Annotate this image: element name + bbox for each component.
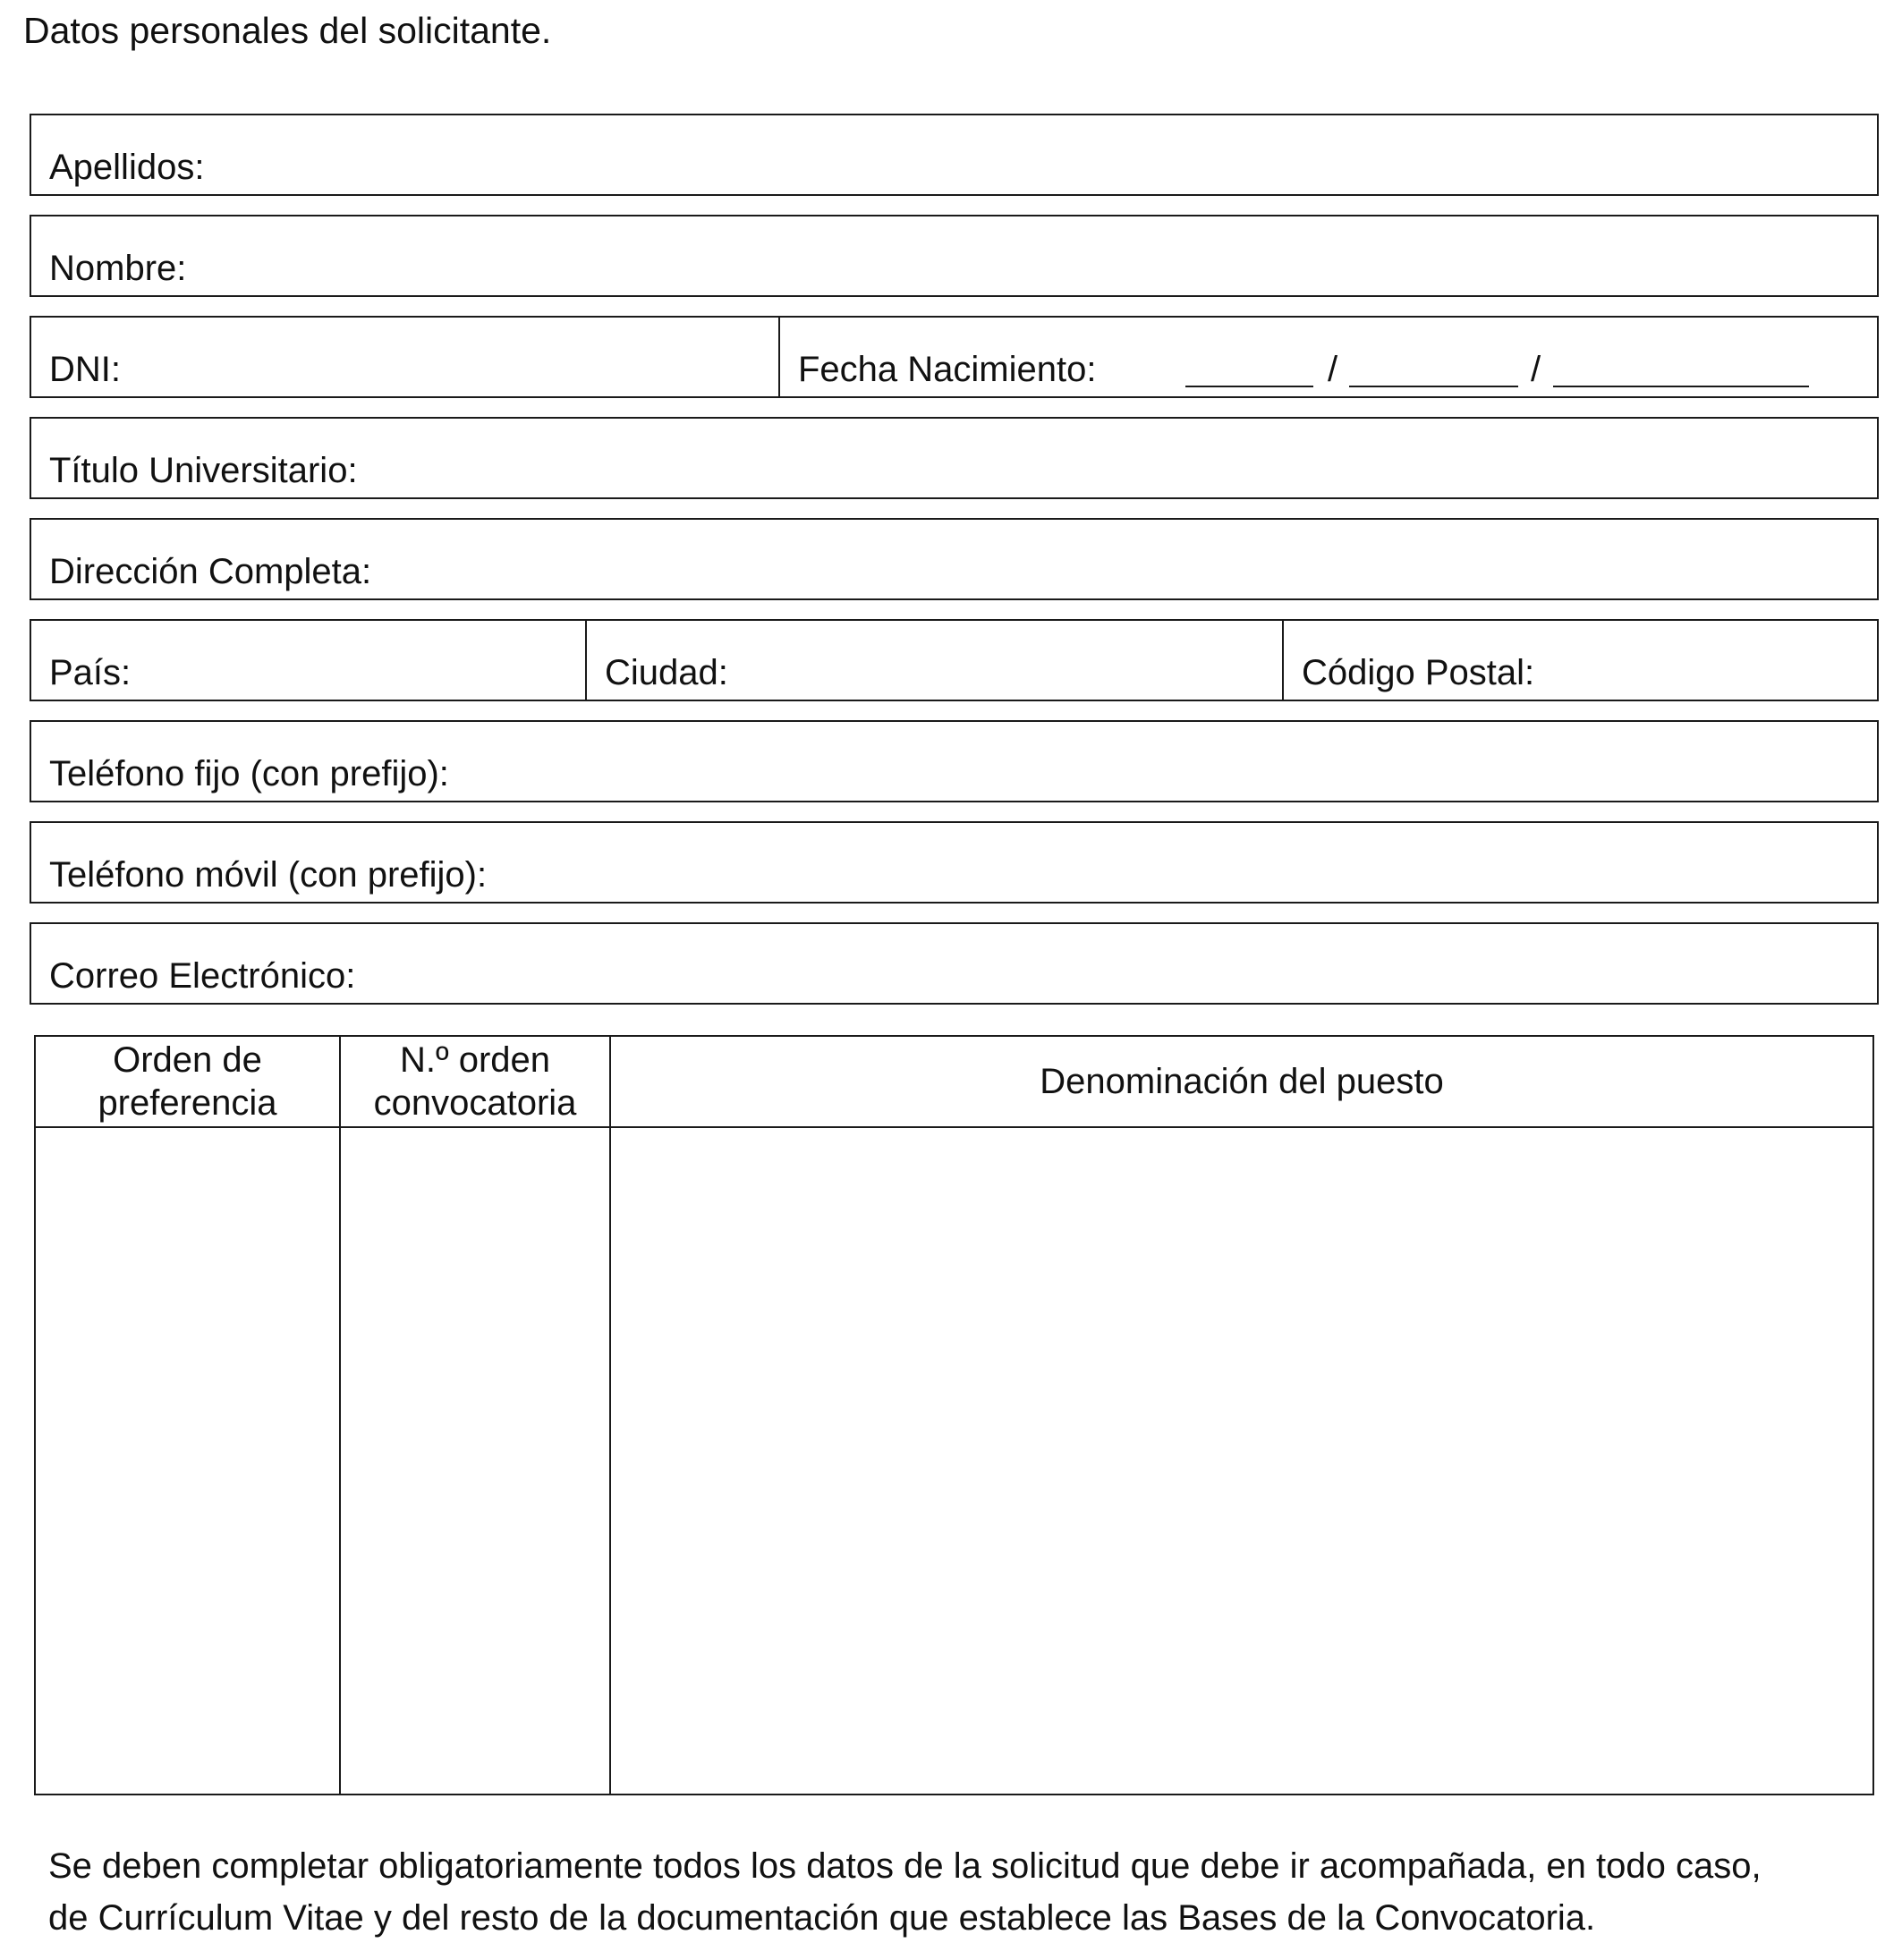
fecha-separator-2: / — [1531, 350, 1541, 389]
preferences-table — [34, 1035, 1874, 1795]
footer-note — [48, 1840, 1891, 1944]
header-numero-line1: N.º orden — [399, 1040, 551, 1080]
titulo-label: Título Universitario: — [49, 451, 358, 490]
titulo-row — [30, 417, 1879, 499]
telefono-movil-field[interactable] — [31, 823, 1877, 902]
header-orden-preferencia — [35, 1036, 340, 1127]
pais-field[interactable] — [31, 621, 585, 700]
direccion-field[interactable] — [31, 520, 1877, 598]
numero-orden-cell[interactable] — [340, 1127, 610, 1795]
apellidos-row — [30, 114, 1879, 196]
telefono-fijo-field[interactable] — [31, 722, 1877, 801]
header-orden-line2: preferencia — [98, 1083, 277, 1123]
telefono-fijo-row — [30, 720, 1879, 802]
denominacion-cell[interactable] — [610, 1127, 1873, 1795]
page-title: Datos personales del solicitante. — [23, 10, 552, 51]
fecha-mes-blank[interactable] — [1349, 386, 1518, 387]
nombre-row — [30, 215, 1879, 297]
dni-field[interactable] — [31, 318, 778, 396]
correo-label: Correo Electrónico: — [49, 956, 356, 996]
fecha-anio-blank[interactable] — [1553, 386, 1809, 387]
correo-row — [30, 922, 1879, 1005]
titulo-field[interactable] — [31, 419, 1877, 497]
pais-label: País: — [49, 653, 132, 692]
direccion-row — [30, 518, 1879, 600]
table-header-row — [35, 1036, 1873, 1127]
dni-label: DNI: — [49, 350, 121, 389]
apellidos-field[interactable] — [31, 115, 1877, 194]
nombre-label: Nombre: — [49, 249, 187, 288]
header-denominacion-text: Denominación del puesto — [1040, 1062, 1444, 1101]
direccion-label: Dirección Completa: — [49, 552, 372, 591]
fecha-separator-1: / — [1328, 350, 1338, 389]
dni-fecha-row — [30, 316, 1879, 398]
header-numero-line2: convocatoria — [373, 1083, 577, 1123]
table-row — [35, 1127, 1873, 1795]
telefono-movil-row — [30, 821, 1879, 904]
ciudad-field[interactable] — [585, 621, 1282, 700]
pais-ciudad-cp-row — [30, 619, 1879, 701]
footer-note-line1: Se deben completar obligatoriamente todos los datos de la solicitud que debe ir acompañada, en todo caso, — [48, 1846, 1762, 1886]
correo-field[interactable] — [31, 924, 1877, 1003]
ciudad-label: Ciudad: — [605, 653, 728, 692]
telefono-fijo-label: Teléfono fijo (con prefijo): — [49, 754, 449, 793]
header-numero-orden — [340, 1036, 610, 1127]
telefono-movil-label: Teléfono móvil (con prefijo): — [49, 855, 488, 895]
fecha-dia-blank[interactable] — [1185, 386, 1313, 387]
codigo-postal-label: Código Postal: — [1302, 653, 1535, 692]
header-denominacion — [610, 1036, 1873, 1127]
header-orden-line1: Orden de — [113, 1040, 262, 1080]
fecha-nacimiento-field — [778, 318, 1877, 396]
nombre-field[interactable] — [31, 216, 1877, 295]
fecha-nacimiento-label: Fecha Nacimiento: — [798, 350, 1097, 389]
footer-note-line2: de Currículum Vitae y del resto de la documentación que establece las Bases de la Convocatoria. — [48, 1898, 1596, 1938]
orden-preferencia-cell[interactable] — [35, 1127, 340, 1795]
codigo-postal-field[interactable] — [1282, 621, 1877, 700]
apellidos-label: Apellidos: — [49, 148, 205, 187]
